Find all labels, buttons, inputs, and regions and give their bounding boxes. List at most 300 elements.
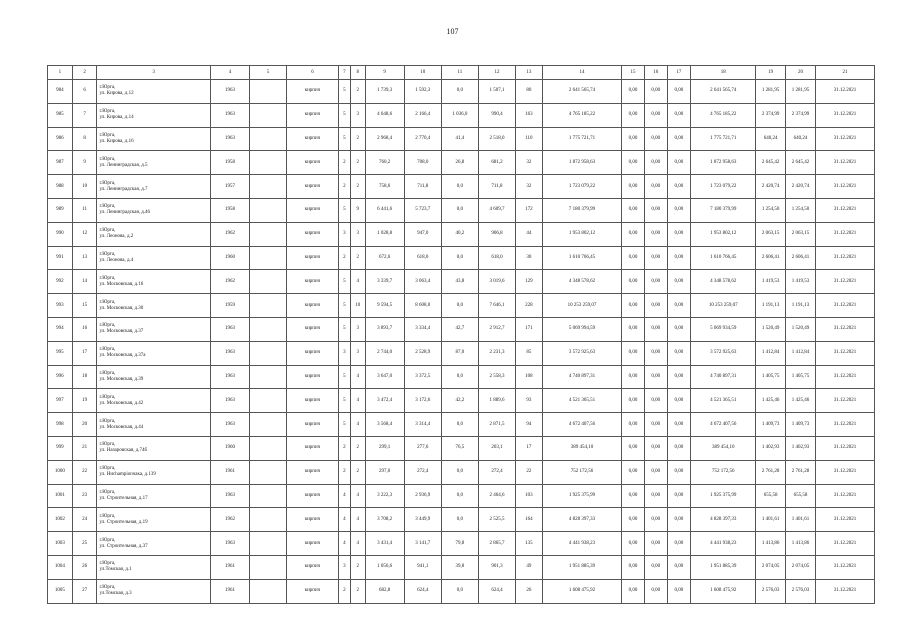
table-row — [48, 436, 875, 460]
table-cell: 4 441 938,23 — [691, 532, 756, 556]
table-cell: 164 — [516, 508, 543, 532]
table-cell: 94 — [516, 413, 543, 437]
table-cell: 5 — [338, 198, 350, 222]
table-cell: 1 610 766,45 — [691, 246, 756, 270]
table-cell: 0,00 — [667, 436, 691, 460]
table-cell: кирпич — [287, 555, 339, 579]
table-cell: кирпич — [287, 508, 339, 532]
page-number: 107 — [446, 27, 459, 36]
table-cell: 0,00 — [644, 389, 667, 413]
address-street: ул. Строительная, д.19 — [99, 519, 148, 525]
table-cell: 4 672 407,56 — [542, 413, 621, 437]
table-row — [48, 270, 875, 294]
table-cell: 31.12.2021 — [815, 151, 874, 175]
table-cell: 655,58 — [786, 484, 816, 508]
table-cell: 1961 — [210, 555, 249, 579]
column-header: 11 — [441, 66, 478, 80]
column-header: 14 — [542, 66, 621, 80]
table-cell: 1 191,13 — [756, 294, 786, 318]
table-cell: 1963 — [210, 532, 249, 556]
column-header: 18 — [691, 66, 756, 80]
address-street: ул. Московская, д.16 — [99, 281, 144, 287]
address-city: г.Юрга, — [99, 370, 116, 376]
table-cell: 0,0 — [441, 198, 478, 222]
table-cell: 5 — [338, 413, 350, 437]
table-cell: 1 419,53 — [756, 270, 786, 294]
table-cell: 2 871,5 — [478, 413, 515, 437]
table-cell: 4 — [338, 532, 350, 556]
table-cell: 0,00 — [667, 532, 691, 556]
table-cell: 1003 — [48, 532, 73, 556]
table-cell: 1962 — [210, 222, 249, 246]
table-cell: 0,0 — [441, 175, 478, 199]
table-cell: 0,00 — [644, 198, 667, 222]
table-cell: 40,2 — [441, 222, 478, 246]
table-cell — [250, 175, 287, 199]
table-cell: 389 454,10 — [691, 436, 756, 460]
table-cell: 277,6 — [404, 436, 441, 460]
table-cell: 1 281,95 — [786, 80, 816, 104]
table-cell: 0,00 — [644, 484, 667, 508]
address-city: г.Юрга, — [99, 466, 116, 472]
table-cell: 4 828 397,33 — [691, 508, 756, 532]
table-cell: 2 865,7 — [478, 532, 515, 556]
table-cell: 32 — [516, 151, 543, 175]
address-street: ул. Леонова, д.4 — [99, 257, 134, 263]
table-cell: 5 — [338, 365, 350, 389]
table-cell: 0,00 — [622, 436, 645, 460]
table-cell: 10 253 259,07 — [542, 294, 621, 318]
table-cell: 1 254,50 — [756, 198, 786, 222]
column-header: 7 — [338, 66, 350, 80]
table-cell: 994 — [48, 317, 73, 341]
table-cell: 3 647,0 — [365, 365, 404, 389]
table-cell: 0,0 — [441, 246, 478, 270]
table-cell — [250, 270, 287, 294]
table-cell: 1 412,84 — [756, 341, 786, 365]
table-cell: 1002 — [48, 508, 73, 532]
table-cell: 297,0 — [365, 460, 404, 484]
table-cell: 0,00 — [622, 198, 645, 222]
table-cell: 672,6 — [365, 246, 404, 270]
table-cell: 16 — [72, 317, 97, 341]
table-cell: 31.12.2021 — [815, 103, 874, 127]
table-cell: 1 281,95 — [756, 80, 786, 104]
address-city: г.Юрга, — [99, 513, 116, 519]
table-cell: 1961 — [210, 579, 249, 603]
table-cell: 0,0 — [441, 294, 478, 318]
table-cell: 3 019,6 — [478, 270, 515, 294]
column-header: 9 — [365, 66, 404, 80]
table-cell: 996 — [48, 365, 73, 389]
address-cell — [97, 127, 210, 151]
table-cell: 103 — [516, 484, 543, 508]
table-cell: 272,4 — [404, 460, 441, 484]
table-cell: кирпич — [287, 460, 339, 484]
address-city: г.Юрга, — [99, 585, 116, 591]
table-cell: 31.12.2021 — [815, 341, 874, 365]
table-cell: 1 610 766,45 — [542, 246, 621, 270]
table-cell: 0,00 — [667, 198, 691, 222]
table-cell: 1963 — [210, 341, 249, 365]
table-cell: 901,3 — [478, 555, 515, 579]
table-cell: 31.12.2021 — [815, 460, 874, 484]
table-cell: 2 744,0 — [365, 341, 404, 365]
table-row — [48, 294, 875, 318]
address-city: г.Юрга, — [99, 299, 116, 305]
table-cell: 986 — [48, 127, 73, 151]
table-cell: 1963 — [210, 484, 249, 508]
table-row — [48, 484, 875, 508]
column-header: 19 — [756, 66, 786, 80]
table-cell: 31.12.2021 — [815, 555, 874, 579]
table-cell: 2 645,42 — [786, 151, 816, 175]
table-cell — [250, 579, 287, 603]
table-cell — [250, 413, 287, 437]
table-cell — [250, 80, 287, 104]
address-city: г.Юрга, — [99, 537, 116, 543]
table-cell: 3 334,4 — [404, 317, 441, 341]
address-city: г.Юрга, — [99, 109, 116, 115]
table-cell — [250, 555, 287, 579]
table-cell: 203,1 — [478, 436, 515, 460]
address-street: ул. Московская, д.42 — [99, 400, 144, 406]
table-cell: 0,00 — [622, 484, 645, 508]
table-cell: 2 — [338, 246, 350, 270]
table-cell: 0,00 — [667, 413, 691, 437]
table-cell: 760,2 — [365, 151, 404, 175]
table-cell: 0,00 — [667, 555, 691, 579]
table-cell: 228 — [516, 294, 543, 318]
table-cell: 2 420,74 — [786, 175, 816, 199]
table-cell: 0,00 — [622, 222, 645, 246]
table-cell: 1 402,93 — [756, 436, 786, 460]
table-cell: 3 339,7 — [365, 270, 404, 294]
table-cell: 0,00 — [644, 80, 667, 104]
address-city: г.Юрга, — [99, 561, 116, 567]
table-cell: 3 — [338, 222, 350, 246]
address-street: ул. Строительная, д.37 — [99, 543, 148, 549]
table-cell: 3 — [351, 317, 365, 341]
table-cell: 31.12.2021 — [815, 389, 874, 413]
table-row — [48, 151, 875, 175]
table-cell: 7 180 379,99 — [691, 198, 756, 222]
table-cell: 0,00 — [667, 341, 691, 365]
table-cell: 1004 — [48, 555, 73, 579]
table-cell — [250, 198, 287, 222]
table-row — [48, 460, 875, 484]
table-cell: кирпич — [287, 151, 339, 175]
table-cell: 1 953 802,12 — [691, 222, 756, 246]
table-cell: кирпич — [287, 341, 339, 365]
table-cell: 163 — [516, 103, 543, 127]
table-cell: 1960 — [210, 246, 249, 270]
table-cell: 31.12.2021 — [815, 270, 874, 294]
table-row — [48, 246, 875, 270]
column-header: 2 — [72, 66, 97, 80]
address-cell — [97, 175, 210, 199]
table-cell: 2 — [351, 555, 365, 579]
table-cell: 1 405,75 — [756, 365, 786, 389]
table-cell — [250, 341, 287, 365]
address-city: г.Юрга, — [99, 204, 116, 210]
table-row — [48, 222, 875, 246]
table-cell: 12 — [72, 222, 97, 246]
table-cell: 0,00 — [644, 246, 667, 270]
table-cell: 5 723,7 — [404, 198, 441, 222]
table-cell: 3 372,5 — [404, 365, 441, 389]
table-cell: 0,00 — [622, 317, 645, 341]
table-cell: 31.12.2021 — [815, 127, 874, 151]
table-cell: 0,00 — [644, 413, 667, 437]
table-cell: 2 074,05 — [786, 555, 816, 579]
table-cell: 3 572 925,63 — [691, 341, 756, 365]
table-cell: 10 — [72, 175, 97, 199]
table-cell: 1 412,84 — [786, 341, 816, 365]
column-header: 3 — [97, 66, 210, 80]
table-cell: 2 558,3 — [478, 365, 515, 389]
column-header: 6 — [287, 66, 339, 80]
table-cell: 0,00 — [644, 341, 667, 365]
table-cell: 42,7 — [441, 317, 478, 341]
table-cell: 3 431,4 — [365, 532, 404, 556]
table-cell: 7 — [72, 103, 97, 127]
table-cell: 87,0 — [441, 341, 478, 365]
table-cell: 2 — [338, 436, 350, 460]
table-cell: 1963 — [210, 413, 249, 437]
table-cell: 1 419,53 — [786, 270, 816, 294]
address-cell — [97, 484, 210, 508]
table-cell: 0,00 — [667, 508, 691, 532]
table-cell: 989 — [48, 198, 73, 222]
address-cell — [97, 103, 210, 127]
table-cell: 1 409,73 — [786, 413, 816, 437]
table-cell: 31.12.2021 — [815, 579, 874, 603]
address-street: ул. Леонова, д.2 — [99, 234, 134, 240]
table-cell: 31.12.2021 — [815, 532, 874, 556]
table-cell: 2 — [351, 460, 365, 484]
table-cell: 129 — [516, 270, 543, 294]
table-cell: 2 — [338, 579, 350, 603]
table-cell: 3 — [338, 555, 350, 579]
table-cell: 1963 — [210, 317, 249, 341]
table-cell: 389 454,10 — [542, 436, 621, 460]
table-cell: 752 172,56 — [542, 460, 621, 484]
table-cell: 1 592,3 — [404, 80, 441, 104]
table-cell: 0,00 — [644, 151, 667, 175]
table-cell: 85 — [516, 341, 543, 365]
table-cell: кирпич — [287, 246, 339, 270]
table-cell: 2 936,9 — [404, 484, 441, 508]
table-cell: 0,00 — [667, 294, 691, 318]
table-cell: кирпич — [287, 317, 339, 341]
table-cell: 42,2 — [441, 389, 478, 413]
column-header: 13 — [516, 66, 543, 80]
table-cell: 1 425,46 — [756, 389, 786, 413]
table-cell: 26 — [72, 555, 97, 579]
table-cell: 0,00 — [667, 270, 691, 294]
table-cell: 39,8 — [441, 555, 478, 579]
table-cell: 1963 — [210, 103, 249, 127]
table-cell: 1963 — [210, 80, 249, 104]
table-cell: 0,0 — [441, 413, 478, 437]
table-cell: 10 — [351, 294, 365, 318]
table-cell: 0,00 — [667, 222, 691, 246]
address-city: г.Юрга, — [99, 156, 116, 162]
table-cell: 171 — [516, 317, 543, 341]
table-cell — [250, 127, 287, 151]
address-cell — [97, 532, 210, 556]
address-street: ул. Ленинградская, д.7 — [99, 186, 148, 192]
address-street: ул. Московская, д.44 — [99, 424, 144, 430]
table-cell: 1 953 802,12 — [542, 222, 621, 246]
table-cell: 1 775 721,71 — [691, 127, 756, 151]
table-cell — [250, 389, 287, 413]
table-cell: 0,00 — [667, 80, 691, 104]
table-cell: 27 — [72, 579, 97, 603]
table-cell: 3 222,3 — [365, 484, 404, 508]
table-cell: 1 608 475,92 — [691, 579, 756, 603]
table-cell: 0,00 — [667, 389, 691, 413]
table-cell: 0,00 — [622, 341, 645, 365]
table-cell: 3 — [351, 222, 365, 246]
table-cell: 135 — [516, 532, 543, 556]
address-city: г.Юрга, — [99, 228, 116, 234]
table-cell: 2 606,41 — [756, 246, 786, 270]
column-header: 16 — [644, 66, 667, 80]
address-cell — [97, 579, 210, 603]
table-cell: 2 063,15 — [786, 222, 816, 246]
table-cell: 3 893,7 — [365, 317, 404, 341]
table-cell: 2 063,15 — [756, 222, 786, 246]
table-cell — [250, 222, 287, 246]
table-cell: 0,00 — [622, 294, 645, 318]
table-cell: 4 348 578,62 — [542, 270, 621, 294]
table-cell: 1 872 958,63 — [691, 151, 756, 175]
table-cell: 681,2 — [478, 151, 515, 175]
address-cell — [97, 389, 210, 413]
address-cell — [97, 294, 210, 318]
table-cell: 3 572 925,63 — [542, 341, 621, 365]
table-cell — [250, 484, 287, 508]
table-cell: 0,00 — [622, 246, 645, 270]
table-cell: 4 672 407,56 — [691, 413, 756, 437]
table-row — [48, 103, 875, 127]
table-cell: 0,00 — [644, 103, 667, 127]
table-cell: 15 — [72, 294, 97, 318]
table-cell: кирпич — [287, 413, 339, 437]
table-cell: 0,00 — [644, 532, 667, 556]
table-cell: 708,0 — [404, 151, 441, 175]
table-cell: 4 — [351, 508, 365, 532]
table-cell: 3 314,4 — [404, 413, 441, 437]
table-cell: 0,00 — [622, 532, 645, 556]
address-street: ул. Московская, д.37а — [99, 353, 146, 359]
table-cell: 0,00 — [622, 365, 645, 389]
table-cell: 0,0 — [441, 508, 478, 532]
table-cell: 8 608,0 — [404, 294, 441, 318]
table-cell: 4 348 578,62 — [691, 270, 756, 294]
table-cell: 31.12.2021 — [815, 484, 874, 508]
table-cell: 1 401,61 — [756, 508, 786, 532]
table-cell: 0,00 — [644, 270, 667, 294]
table-cell: 3 449,9 — [404, 508, 441, 532]
table-cell: 4 — [338, 484, 350, 508]
table-cell: 0,0 — [441, 579, 478, 603]
table-cell: 32 — [516, 175, 543, 199]
table-cell: 6 — [72, 80, 97, 104]
table-cell: 5 — [338, 103, 350, 127]
table-cell: 4 740 897,31 — [691, 365, 756, 389]
table-cell: кирпич — [287, 532, 339, 556]
table-row — [48, 532, 875, 556]
table-cell: 1 723 079,22 — [542, 175, 621, 199]
table-cell: 3 708,2 — [365, 508, 404, 532]
table-cell: 4 — [351, 532, 365, 556]
table-cell — [250, 436, 287, 460]
table-cell: 4 441 938,23 — [542, 532, 621, 556]
table-cell: 1960 — [210, 436, 249, 460]
table-cell: 20 — [72, 413, 97, 437]
table-cell: 4 — [351, 389, 365, 413]
address-cell — [97, 460, 210, 484]
table-cell: 11 — [72, 198, 97, 222]
table-cell: 0,0 — [441, 484, 478, 508]
table-cell: 993 — [48, 294, 73, 318]
table-cell: 31.12.2021 — [815, 294, 874, 318]
table-cell: 1 425,46 — [786, 389, 816, 413]
table-cell: 31.12.2021 — [815, 246, 874, 270]
table-cell — [250, 460, 287, 484]
table-cell: 1 056,6 — [365, 555, 404, 579]
address-cell — [97, 270, 210, 294]
table-cell: 947,0 — [404, 222, 441, 246]
table-cell: 0,00 — [644, 175, 667, 199]
table-cell: 13 — [72, 246, 97, 270]
table-cell: 1001 — [48, 484, 73, 508]
table-cell: 0,00 — [622, 579, 645, 603]
table-cell: 2 074,05 — [756, 555, 786, 579]
table-cell: 0,00 — [622, 460, 645, 484]
table-cell: 1958 — [210, 198, 249, 222]
table-cell: 8 — [72, 127, 97, 151]
table-cell: 1 409,73 — [756, 413, 786, 437]
address-cell — [97, 198, 210, 222]
table-cell: 2 420,74 — [756, 175, 786, 199]
table-cell: 1962 — [210, 270, 249, 294]
table-row — [48, 389, 875, 413]
table-cell: 998 — [48, 413, 73, 437]
table-cell: 2 528,9 — [404, 341, 441, 365]
table-cell: 2 464,6 — [478, 484, 515, 508]
table-cell: 2 — [338, 175, 350, 199]
table-cell: кирпич — [287, 127, 339, 151]
table-cell: 21 — [72, 436, 97, 460]
table-cell: 31.12.2021 — [815, 413, 874, 437]
table-cell: 2 641 565,74 — [542, 80, 621, 104]
table-cell: 31.12.2021 — [815, 436, 874, 460]
table-row — [48, 127, 875, 151]
table-cell: 4 — [351, 270, 365, 294]
table-cell: 93 — [516, 389, 543, 413]
table-cell: 1963 — [210, 365, 249, 389]
table-cell: 2 525,5 — [478, 508, 515, 532]
address-street: ул. Московская, д.30 — [99, 305, 144, 311]
table-cell: 17 — [72, 341, 97, 365]
table-cell: 4 — [351, 365, 365, 389]
table-cell: 2 912,7 — [478, 317, 515, 341]
table-cell: 711,8 — [404, 175, 441, 199]
